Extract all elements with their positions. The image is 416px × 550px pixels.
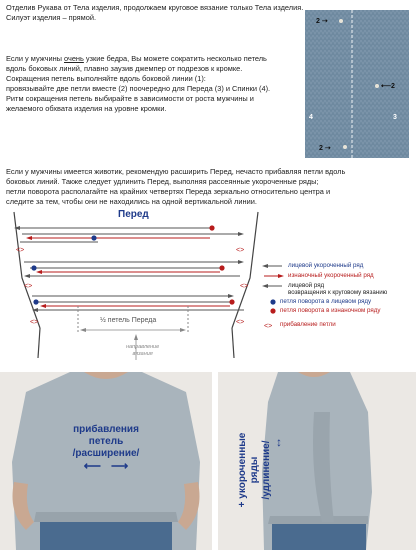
front-view-photo — [0, 372, 212, 550]
hips-line-6: желаемого обхвата изделия на уровне кромки. — [6, 104, 167, 113]
legend-return-row: лицевой ряд возвращения к круговому вязанию — [288, 282, 388, 297]
hips-line-4: провязывайте две петли вместе (2) поочередно для Переда (3) и Спинки (4). — [6, 84, 271, 93]
hips-line-2: вдоль боковых линий, плавно заузив джемпер от подрезов к кромке. — [6, 64, 243, 73]
side-view-photo — [218, 372, 416, 550]
svg-text:<>: <> — [30, 319, 39, 326]
decrease-marker — [343, 145, 347, 149]
knit-direction-label: направление вязания — [126, 344, 160, 357]
knit-closeup-photo — [305, 10, 409, 158]
svg-text:<>: <> — [16, 247, 25, 254]
belly-line-4: следите за тем, чтобы они не находились на одной вертикальной линии. — [6, 197, 257, 206]
legend-increase: прибавление петли — [280, 321, 336, 328]
half-width-label: ½ петель Переда — [100, 317, 157, 324]
label-2-right: ⟵2 — [381, 83, 395, 90]
side-arrow: ↕ — [276, 435, 282, 449]
svg-text:<>: <> — [240, 283, 249, 290]
label-2-bottom: 2 ➝ — [319, 145, 331, 152]
decrease-marker — [339, 19, 343, 23]
label-2-top: 2 ➝ — [316, 18, 328, 25]
side-annotation: + укороченные ряды /удлинение/ — [237, 432, 272, 508]
hips-line-5: Ритм сокращения петель выбирайте в зависимости от роста мужчины и — [6, 94, 254, 103]
diagram-title: Перед — [118, 209, 149, 220]
legend-turn-knit: петля поворота в лицевом ряду — [280, 298, 372, 305]
front-annotation: прибавления петель /расширение/ ⟵ ⟶ — [72, 424, 140, 473]
label-3: 3 — [393, 114, 397, 121]
intro-line-1: Отделив Рукава от Тела изделия, продолжаем круговое вязание только Тела изделия. — [6, 3, 304, 12]
intro-line-2: Силуэт изделия – прямой. — [6, 13, 97, 22]
belly-line-3: петли поворота располагайте на крайних четвертях Переда зеркально относительно центра и — [6, 187, 331, 196]
belly-line-1: Если у мужчины имеется животик, рекомендую расширить Перед, нечасто прибавляя петли вдоль — [6, 167, 346, 176]
decrease-marker — [375, 84, 379, 88]
hips-line-1: Если у мужчины очень узкие бедра, Вы можете сократить несколько петель — [6, 54, 267, 63]
legend-knit-short-row: лицевой укороченный ряд — [288, 262, 364, 269]
legend-turn-purl: петля поворота в изнаночном ряду — [280, 307, 381, 314]
svg-text:<>: <> — [264, 323, 273, 330]
legend-purl-short-row: изнаночный укороченный ряд — [288, 272, 374, 279]
label-4: 4 — [309, 114, 313, 121]
underlined-word: очень — [64, 54, 84, 63]
svg-text:<>: <> — [24, 283, 33, 290]
hips-line-3: Сокращения петель выполняйте вдоль боковой линии (1): — [6, 74, 206, 83]
svg-text:<>: <> — [236, 319, 245, 326]
svg-text:<>: <> — [236, 247, 245, 254]
belly-line-2: боковых линий. Также следует удлинить Перед, выполняя рассеянные укороченные ряды; — [6, 177, 319, 186]
front-schematic — [0, 208, 416, 368]
